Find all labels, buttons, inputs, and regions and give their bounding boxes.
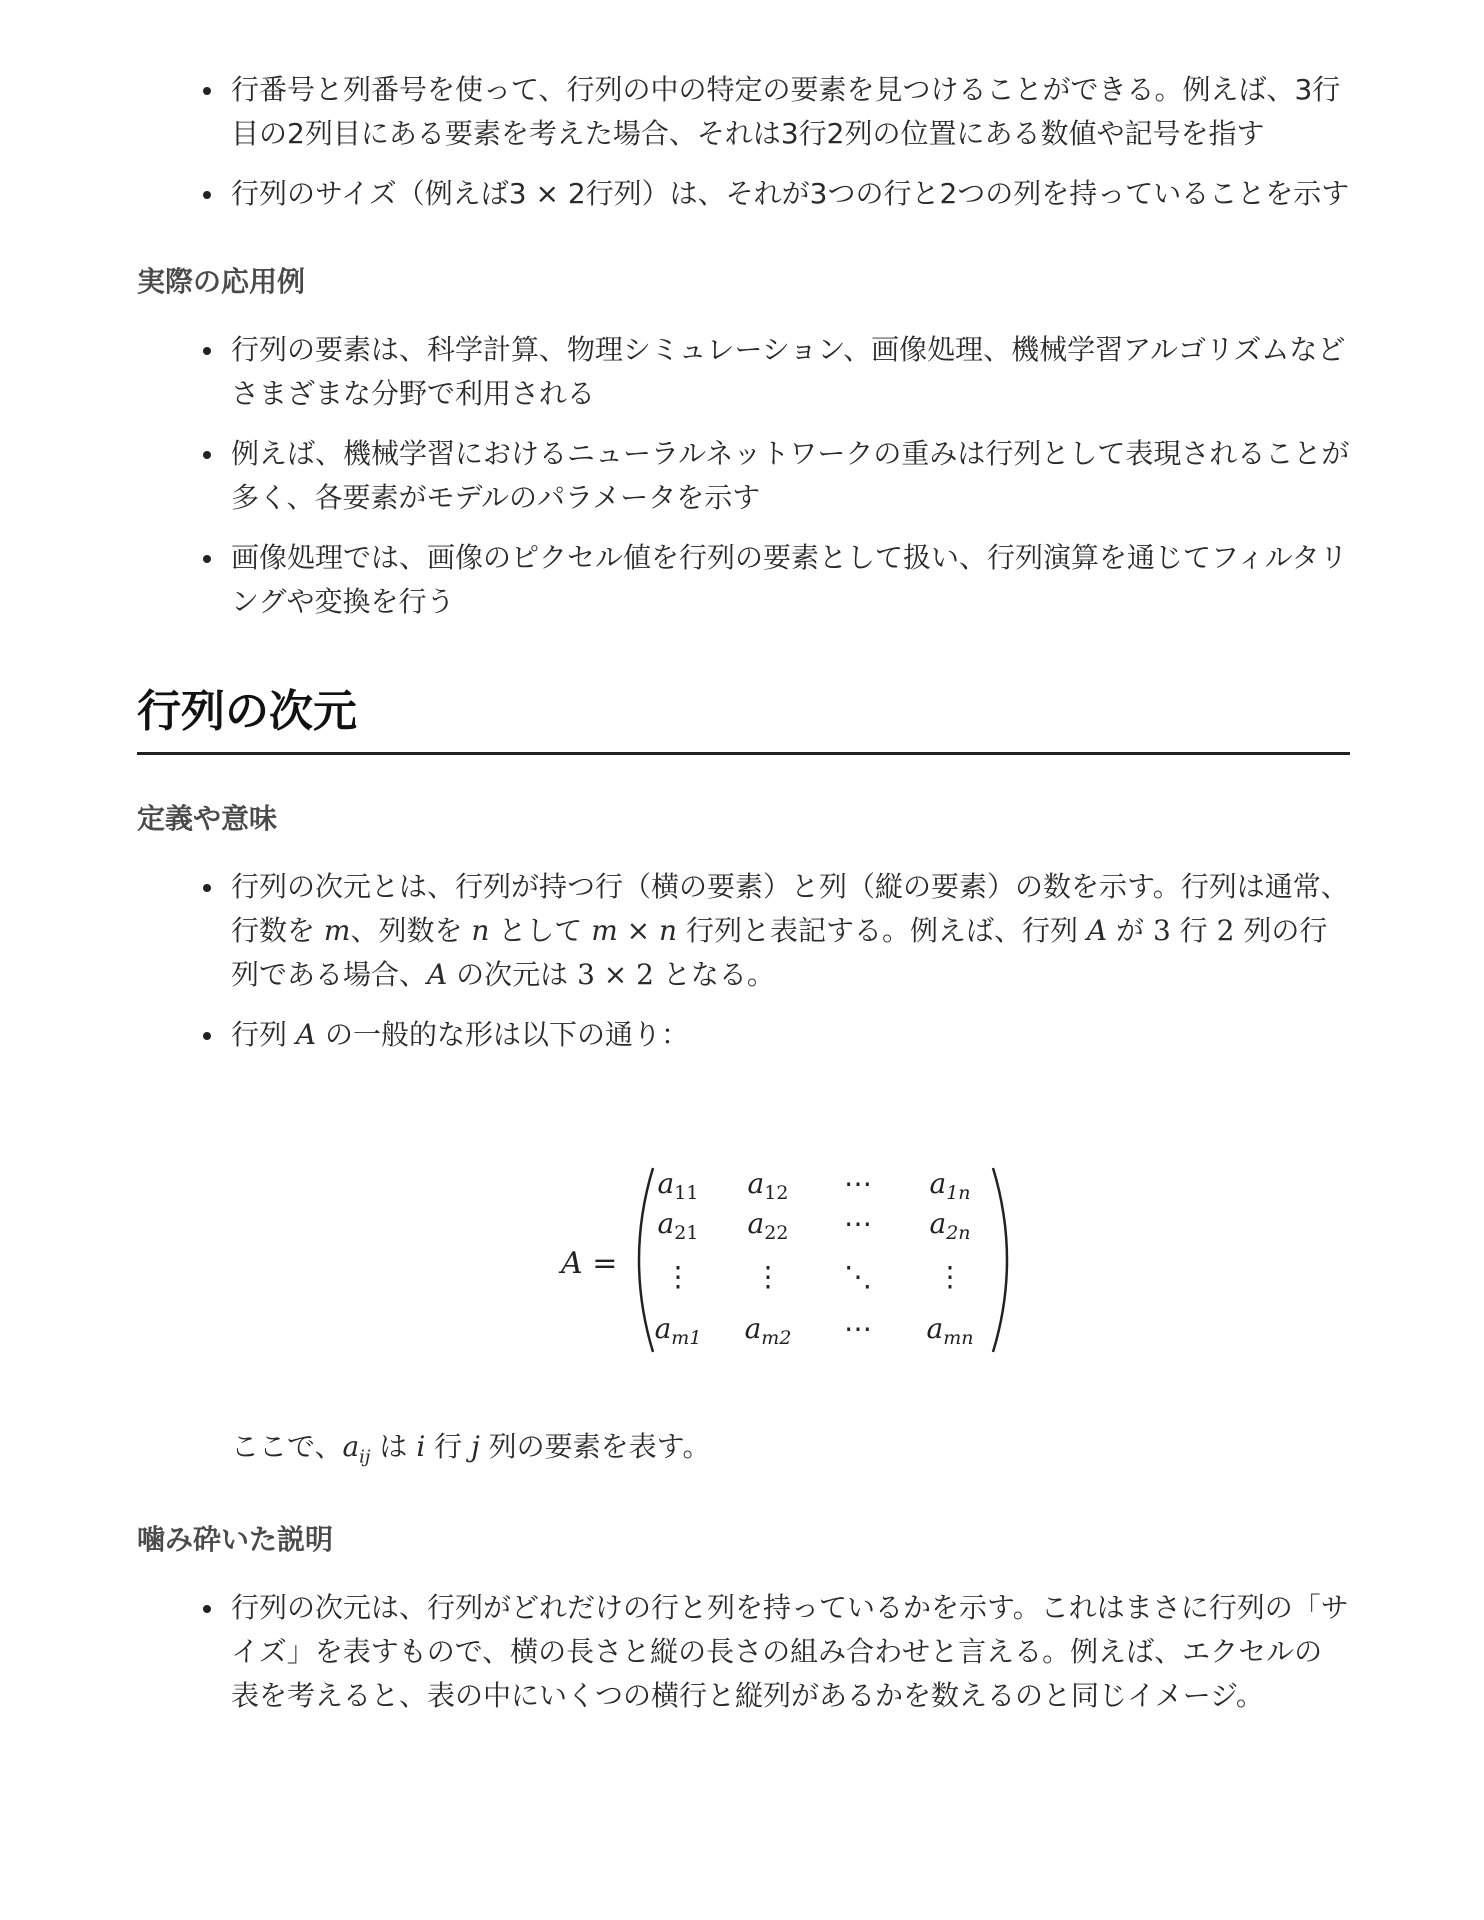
- list-item: 行番号と列番号を使って、行列の中の特定の要素を見つけることができる。例えば、3行目の2列目にある要素を考えた場合、それは3行2列の位置にある数値や記号を指す: [231, 68, 1350, 156]
- list-item: 行列の次元は、行列がどれだけの行と列を持っているかを示す。これはまさに行列の「サイズ」を表すもので、横の長さと縦の長さの組み合わせと言える。例えば、エクセルの表を考えると、表の中にいくつの横行と縦列があるかを数えるのと同じイメージ。: [231, 1586, 1350, 1718]
- math-inline: $a_{ij}$: [342, 1430, 371, 1468]
- dimension-section-title: 行列の次元: [137, 682, 1350, 755]
- matrix-cell: ⋮: [754, 1260, 782, 1293]
- matrix-cell: $a_{12}$: [747, 1167, 789, 1204]
- applications-bullet-list: [137, 328, 1350, 624]
- document-page: [137, 62, 1350, 1073]
- matrix-equation: [425, 1160, 1025, 1360]
- matrix-cells: [655, 1167, 974, 1349]
- applications-heading: 実際の応用例: [137, 265, 306, 298]
- list-item: 行列の次元とは、行列が持つ行（横の要素）と列（縦の要素）の数を示す。行列は通常、行数を m、列数を n として m × n 行列と表記する。例えば、行列 A が 3 行 2 列の行列である場合、A の次元は 3 × 2 となる。: [231, 865, 1350, 997]
- math-inline: j: [471, 1430, 480, 1463]
- math-inline: m: [323, 914, 351, 947]
- definition-heading: 定義や意味: [137, 802, 278, 835]
- math-inline: 3: [1152, 914, 1171, 947]
- document-page-lower: [137, 1520, 1350, 1734]
- matrix-cell: $a_{m2}$: [744, 1312, 792, 1349]
- matrix-cell: $a_{21}$: [657, 1207, 699, 1244]
- math-inline: 3 × 2: [577, 958, 654, 991]
- math-inline: n: [471, 914, 490, 947]
- list-item: 画像処理では、画像のピクセル値を行列の要素として扱い、行列演算を通じてフィルタリングや変換を行う: [231, 536, 1350, 624]
- matrix-cell: $a_{mn}$: [926, 1312, 974, 1349]
- definition-bullet-list: [137, 865, 1350, 1057]
- matrix-cell: ⋯: [844, 1207, 872, 1240]
- explanation-heading: 噛み砕いた説明: [137, 1523, 334, 1556]
- matrix-note: ここで、$a_{ij}$ は i 行 j 列の要素を表す。: [231, 1430, 711, 1468]
- list-item: 行列のサイズ（例えば3 × 2行列）は、それが3つの行と2つの列を持っていることを示す: [231, 172, 1350, 216]
- list-item: 行列 A の一般的な形は以下の通り：: [231, 1013, 1350, 1057]
- matrix-cell: ⋯: [844, 1167, 872, 1200]
- matrix-cell: $a_{2n}$: [929, 1207, 971, 1244]
- matrix-cell: $a_{1n}$: [929, 1167, 971, 1204]
- matrix-lhs: A =: [561, 1246, 618, 1281]
- explanation-bullet-list: [137, 1586, 1350, 1718]
- matrix-right-paren: [993, 1168, 1007, 1352]
- math-inline: A: [295, 1018, 317, 1051]
- matrix-svg: [425, 1160, 1025, 1360]
- matrix-cell: $a_{11}$: [657, 1167, 699, 1204]
- matrix-cell: $a_{m1}$: [654, 1312, 702, 1349]
- math-inline: i: [416, 1430, 426, 1463]
- matrix-cell: ⋮: [664, 1260, 692, 1293]
- position-bullet-list: [137, 68, 1350, 216]
- math-inline: A: [1086, 914, 1108, 947]
- list-item: 行列の要素は、科学計算、物理シミュレーション、画像処理、機械学習アルゴリズムなどさまざまな分野で利用される: [231, 328, 1350, 416]
- matrix-cell: ⋮: [936, 1260, 964, 1293]
- list-item: 例えば、機械学習におけるニューラルネットワークの重みは行列として表現されることが多く、各要素がモデルのパラメータを示す: [231, 432, 1350, 520]
- matrix-left-paren: [639, 1168, 653, 1352]
- math-inline: A: [427, 958, 448, 991]
- math-inline: 2: [1216, 914, 1235, 947]
- matrix-cell: ⋯: [844, 1312, 872, 1345]
- matrix-cell: ⋱: [844, 1260, 872, 1293]
- math-inline: m × n: [591, 914, 678, 947]
- matrix-cell: $a_{22}$: [747, 1207, 789, 1244]
